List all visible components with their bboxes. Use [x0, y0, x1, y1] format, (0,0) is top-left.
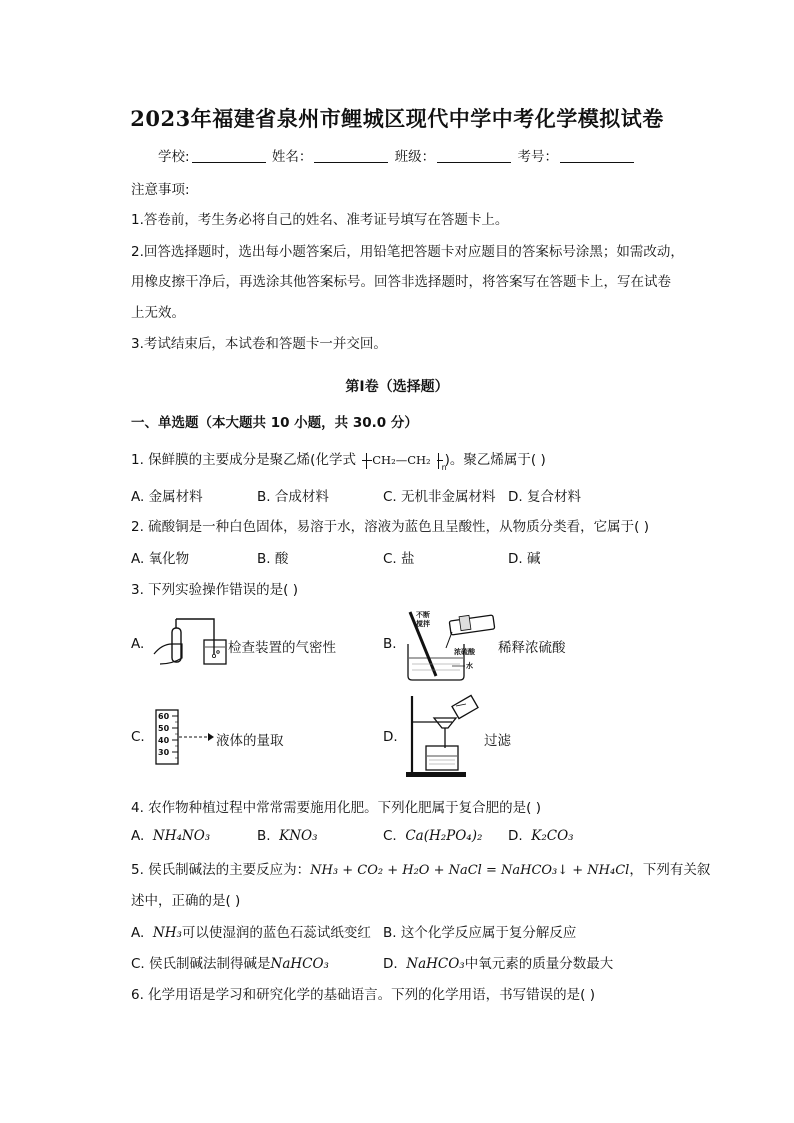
- q1-option-d[interactable]: D. 复合材料: [508, 489, 581, 505]
- q5-stem-b: ，下列有关叙: [629, 862, 711, 878]
- question-3-stem: 3. 下列实验操作错误的是( ): [131, 582, 298, 598]
- q1-option-b[interactable]: B. 合成材料: [257, 489, 329, 505]
- q5-option-c[interactable]: C. 侯氏制碱法制得碱是NaHCO₃: [131, 956, 329, 972]
- school-blank[interactable]: [192, 148, 266, 163]
- exam-no-blank[interactable]: [560, 148, 634, 163]
- q5-option-b[interactable]: B. 这个化学反应属于复分解反应: [383, 925, 577, 941]
- tick-40: 40: [158, 736, 170, 745]
- question-5-stem-line2: 述中，正确的是( ): [131, 893, 241, 909]
- q3-option-d-letter[interactable]: D.: [383, 729, 398, 745]
- tick-60: 60: [158, 712, 170, 721]
- q2-option-c[interactable]: C. 盐: [383, 551, 415, 567]
- name-label: 姓名：: [271, 149, 313, 165]
- filtration-image: [404, 692, 484, 780]
- polyethylene-formula: [362, 452, 447, 472]
- q2-option-a[interactable]: A. 氧化物: [131, 551, 190, 567]
- q3-option-a-letter[interactable]: A.: [131, 636, 145, 652]
- part-title: 一、单选题（本大题共 10 小题，共 30.0 分）: [131, 415, 418, 431]
- q3-option-b-letter[interactable]: B.: [383, 636, 397, 652]
- q4-option-b[interactable]: B. KNO₃: [257, 828, 318, 844]
- q3-option-a-text: 检查装置的气密性: [228, 640, 336, 656]
- label-acid: 浓硫酸: [454, 648, 475, 656]
- notice-item-1: 1.答卷前，考生务必将自己的姓名、准考证号填写在答题卡上。: [131, 212, 509, 228]
- q1-option-a[interactable]: A. 金属材料: [131, 489, 203, 505]
- notice-item-3: 3.考试结束后，本试卷和答题卡一并交回。: [131, 336, 387, 352]
- q4-d-formula: K₂CO₃: [531, 828, 574, 844]
- q4-option-a[interactable]: A. NH₄NO₃: [131, 828, 211, 844]
- q2-option-b[interactable]: B. 酸: [257, 551, 289, 567]
- q5-stem-a: 5. 侯氏制碱法的主要反应为：: [131, 862, 311, 878]
- student-info-line: [0, 145, 794, 165]
- q5-equation: NH₃ + CO₂ + H₂O + NaCl = NaHCO₃↓ + NH₄Cl: [310, 863, 630, 878]
- question-4-stem: 4. 农作物种植过程中常常需要施用化肥。下列化肥属于复合肥的是( ): [131, 800, 541, 816]
- exam-title: 2023年福建省泉州市鲤城区现代中学中考化学模拟试卷: [130, 106, 664, 131]
- q3-option-c-text: 液体的量取: [216, 733, 284, 749]
- notice-item-2b: 用橡皮擦干净后，再选涂其他答案标号。回答非选择题时，将答案写在答题卡上，写在试卷: [131, 274, 671, 290]
- q4-a-formula: NH₄NO₃: [152, 828, 211, 844]
- class-label: 班级：: [394, 149, 436, 165]
- label-water: 水: [466, 662, 473, 670]
- question-1-stem: [131, 448, 546, 472]
- tick-30: 30: [158, 748, 170, 757]
- q4-b-formula: KNO₃: [279, 828, 318, 844]
- label-stir-2: 搅拌: [416, 620, 430, 628]
- q4-option-c[interactable]: C. Ca(H₂PO₄)₂: [383, 828, 483, 844]
- name-blank[interactable]: [314, 148, 388, 163]
- q1-stem-b: )。聚乙烯属于( ): [444, 452, 546, 468]
- formula-text: CH₂—CH₂: [372, 453, 431, 467]
- dilute-sulfuric-acid-image: [402, 608, 502, 682]
- q3-option-d-text: 过滤: [484, 733, 511, 749]
- q4-c-formula: Ca(H₂PO₄)₂: [405, 828, 483, 844]
- section-title: 第I卷（选择题）: [345, 379, 449, 395]
- q3-option-c-letter[interactable]: C.: [131, 729, 145, 745]
- q1-stem-a: 1. 保鲜膜的主要成分是聚乙烯(化学式: [131, 452, 356, 468]
- q5-option-a[interactable]: A. NH₃可以使湿润的蓝色石蕊试纸变红: [131, 925, 371, 941]
- notice-heading: 注意事项:: [131, 182, 190, 198]
- question-2-stem: 2. 硫酸铜是一种白色固体，易溶于水，溶液为蓝色且呈酸性，从物质分类看，它属于( ): [131, 519, 649, 535]
- tick-50: 50: [158, 724, 170, 733]
- q3-option-b-text: 稀释浓硫酸: [498, 640, 566, 656]
- notice-item-2a: 2.回答选择题时，选出每小题答案后，用铅笔把答题卡对应题目的答案标号涂黑；如需改动，: [131, 244, 684, 260]
- q1-option-c[interactable]: C. 无机非金属材料: [383, 489, 496, 505]
- notice-item-2c: 上无效。: [131, 305, 185, 321]
- question-5-stem-line1: [131, 858, 710, 878]
- q2-option-d[interactable]: D. 碱: [508, 551, 541, 567]
- formula-n: n: [441, 463, 447, 472]
- class-blank[interactable]: [437, 148, 511, 163]
- q4-option-d[interactable]: D. K₂CO₃: [508, 828, 574, 844]
- school-label: 学校:: [158, 149, 190, 165]
- question-6-stem: 6. 化学用语是学习和研究化学的基础语言。下列的化学用语，书写错误的是( ): [131, 987, 595, 1003]
- q5-option-d[interactable]: D. NaHCO₃中氧元素的质量分数最大: [383, 956, 614, 972]
- liquid-measuring-image: [152, 708, 216, 766]
- exam-no-label: 考号：: [517, 149, 558, 165]
- label-stir-1: 不断: [416, 611, 430, 619]
- airtightness-check-image: [150, 614, 230, 670]
